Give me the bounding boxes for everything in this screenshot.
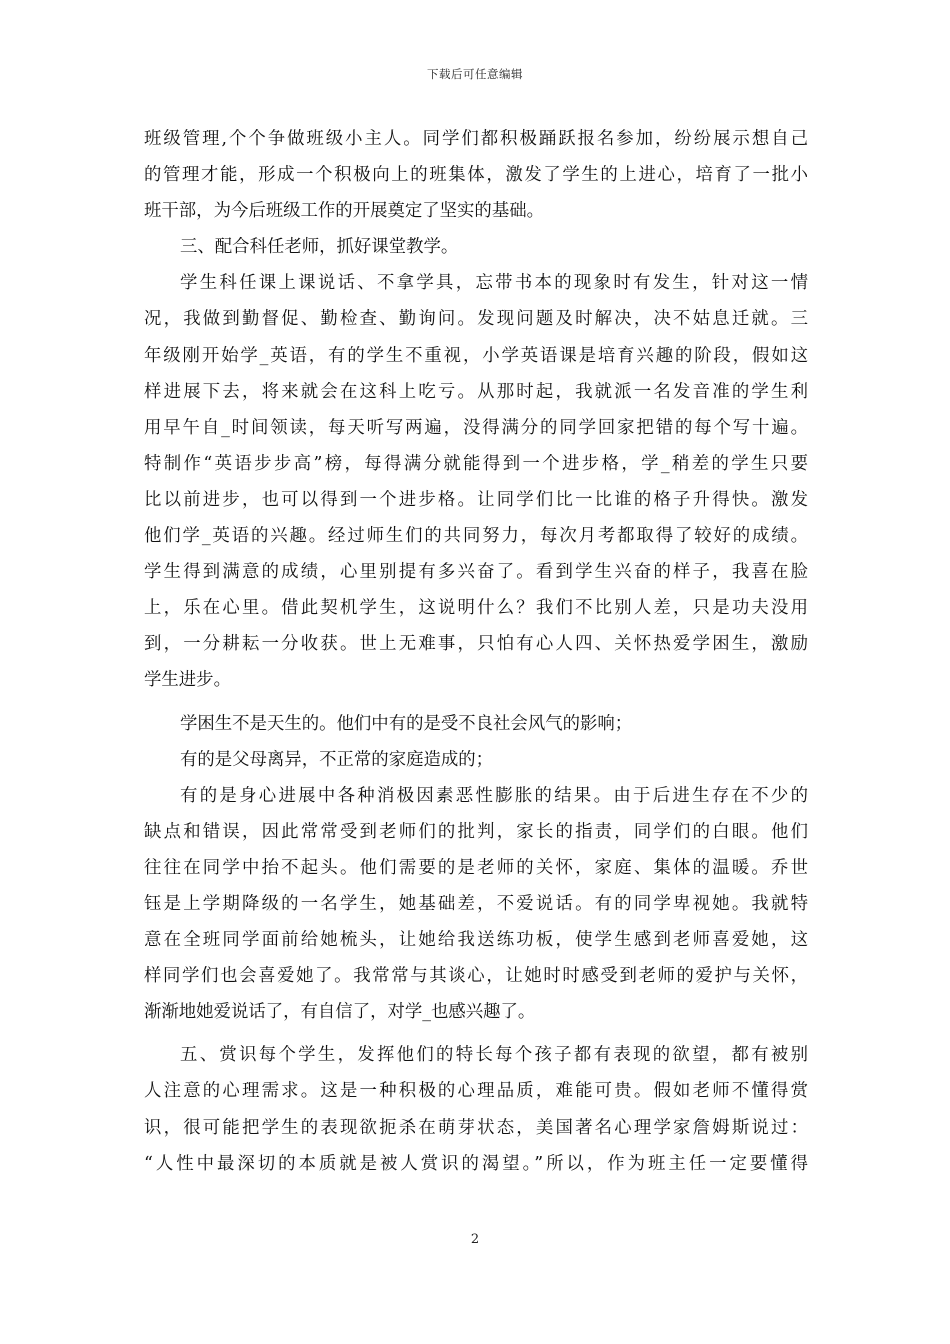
- paragraph-1-line-3: 班干部，为今后班级工作的开展奠定了坚实的基础。: [144, 201, 544, 222]
- paragraph-6-line-1: 有的是身心进展中各种消极因素恶性膨胀的结果。由于后进生存在不少的: [180, 785, 808, 806]
- paragraph-3-line-7: 比以前进步，也可以得到一个进步格。让同学们比一比谁的格子升得快。激发: [144, 489, 808, 510]
- paragraph-3-line-3: 年级刚开始学_英语，有的学生不重视，小学英语课是培育兴趣的阶段，假如这: [144, 345, 808, 366]
- paragraph-3-line-2: 况，我做到勤督促、勤检查、勤询问。发现问题及时解决，决不姑息迁就。三: [144, 309, 808, 330]
- paragraph-5-line-1: 有的是父母离异，不正常的家庭造成的；: [180, 749, 494, 770]
- paragraph-3-line-12: 学生进步。: [144, 670, 231, 691]
- paragraph-6-line-5: 意在全班同学面前给她梳头，让她给我送练功板，使学生感到老师喜爱她，这: [144, 930, 808, 951]
- page-header: 下载后可任意编辑: [427, 67, 523, 81]
- paragraph-6-line-2: 缺点和错误，因此常常受到老师们的批判，家长的指责，同学们的白眼。他们: [144, 821, 808, 842]
- paragraph-7-line-2: 人注意的心理需求。这是一种积极的心理品质，难能可贵。假如老师不懂得赏: [144, 1081, 808, 1102]
- paragraph-3-line-8: 他们学_英语的兴趣。经过师生们的共同努力，每次月考都取得了较好的成绩。: [144, 526, 808, 547]
- paragraph-1-line-1: 班级管理,个个争做班级小主人。同学们都积极踊跃报名参加，纷纷展示想自己: [144, 129, 808, 149]
- paragraph-6-line-6: 样同学们也会喜爱她了。我常常与其谈心，让她时时感受到老师的爱护与关怀，: [144, 966, 808, 987]
- paragraph-3-line-11: 到，一分耕耘一分收获。世上无难事，只怕有心人四、关怀热爱学困生，激励: [144, 634, 808, 655]
- paragraph-3-line-6: 特制作“英语步步高”榜，每得满分就能得到一个进步格，学_稍差的学生只要: [144, 453, 808, 474]
- paragraph-6-line-3: 往往在同学中抬不起头。他们需要的是老师的关怀，家庭、集体的温暖。乔世: [144, 857, 808, 878]
- paragraph-4-line-1: 学困生不是天生的。他们中有的是受不良社会风气的影响；: [180, 713, 633, 734]
- paragraph-3-line-10: 上，乐在心里。借此契机学生，这说明什么？我们不比别人差，只是功夫没用: [144, 598, 808, 619]
- section-heading-3: 三、配合科任老师，抓好课堂教学。: [180, 237, 459, 258]
- paragraph-6-line-4: 钰是上学期降级的一名学生，她基础差，不爱说话。有的同学卑视她。我就特: [144, 893, 808, 914]
- paragraph-1-line-2: 的管理才能，形成一个积极向上的班集体，激发了学生的上进心，培育了一批小: [144, 165, 808, 186]
- paragraph-6-line-7: 渐渐地她爱说话了，有自信了，对学_也感兴趣了。: [144, 1002, 536, 1023]
- paragraph-3-line-4: 样进展下去，将来就会在这科上吃亏。从那时起，我就派一名发音准的学生利: [144, 381, 808, 402]
- paragraph-3-line-5: 用早午自_时间领读，每天听写两遍，没得满分的同学回家把错的每个写十遍。: [144, 417, 808, 438]
- paragraph-3-line-9: 学生得到满意的成绩，心里别提有多兴奋了。看到学生兴奋的样子，我喜在脸: [144, 562, 808, 583]
- paragraph-7-line-4: “人性中最深切的本质就是被人赏识的渴望。”所以，作为班主任一定要懂得: [144, 1153, 808, 1174]
- document-body: [144, 121, 808, 1182]
- page-number: 2: [470, 1232, 480, 1247]
- paragraph-7-line-3: 识，很可能把学生的表现欲扼杀在萌芽状态，美国著名心理学家詹姆斯说过：: [144, 1117, 808, 1138]
- paragraph-7-line-1: 五、赏识每个学生，发挥他们的特长每个孩子都有表现的欲望，都有被别: [180, 1045, 808, 1066]
- paragraph-3-line-1: 学生科任课上课说话、不拿学具，忘带书本的现象时有发生，针对这一情: [180, 273, 808, 294]
